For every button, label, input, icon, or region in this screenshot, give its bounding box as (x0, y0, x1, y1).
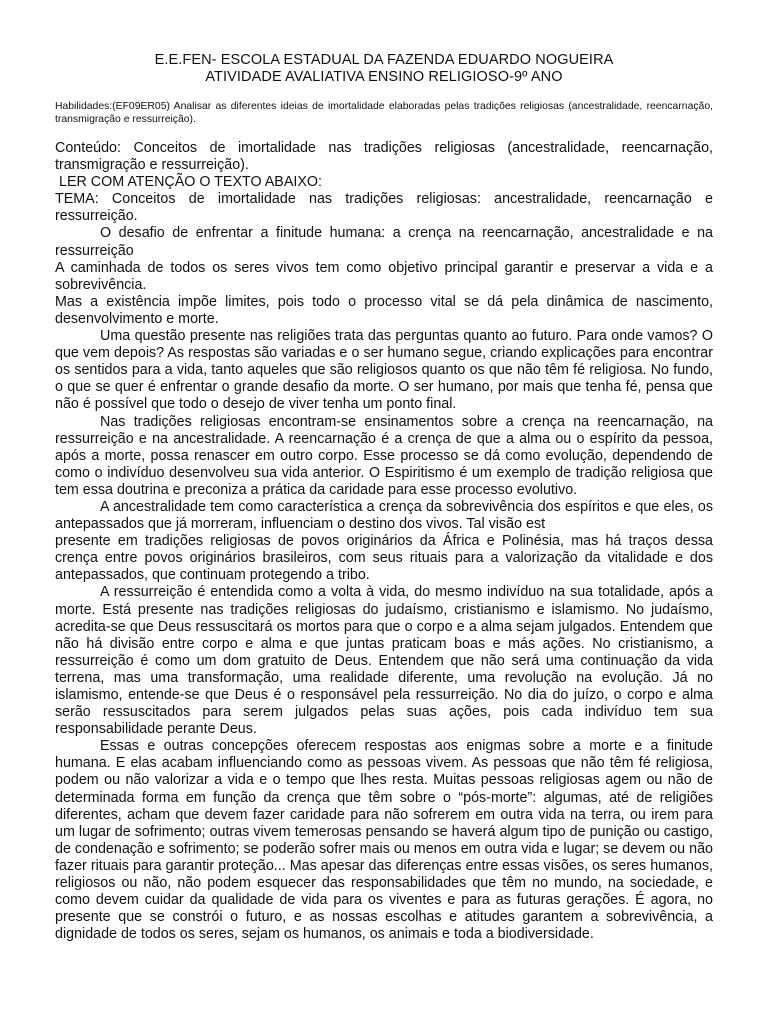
school-name: E.E.FEN- ESCOLA ESTADUAL DA FAZENDA EDUARDO NOGUEIRA (154, 52, 614, 68)
content-paragraph: Conteúdo: Conceitos de imortalidade nas tradições religiosas (ancestralidade, reencarnação, transmigração e ressurreição). (55, 140, 713, 174)
paragraph-5a: A ancestralidade tem como característica a crença da sobrevivência dos espíritos e que eles, os antepassados que já morreram, influenciam o destino dos vivos. Tal visão est (55, 498, 713, 533)
paragraph-3: Uma questão presente nas religiões trata das perguntas quanto ao futuro. Para onde vamos? O que vem depois? As respostas são variadas e o ser humano segue, criando explicações para encontrar os sentidos para a vida, tanto aqueles que são religiosos quanto os que não têm fé religiosa. No fundo, o que se quer é enfrentar o grande desafio da morte. O ser humano, por mais que tenha fé, pensa que não é possível que todo o desejo de viver tenha um ponto final. (55, 328, 713, 413)
skills-text: Habilidades:(EF09ER05) Analisar as diferentes ideias de imortalidade elaboradas pelas tradições religiosas (ancestralidade, reencarnação, transmigração e ressurreição). (55, 101, 713, 125)
paragraph-6: A ressurreição é entendida como a volta à vida, do mesmo indivíduo na sua totalidade, após a morte. Está presente nas tradições religiosas do judaísmo, cristianismo e islamismo. No judaísmo, acredita-se que Deus ressuscitará os mortos para que o corpo e a alma sejam julgados. Entendem que não há divisão entre corpo e alma e que juntas praticam boas e más ações. No cristianismo, a ressurreição é como um dom gratuito de Deus. Entendem que não será uma continuação da vida terrena, mas uma transformação, uma realidade diferente, uma revolução na evolução. Já no islamismo, entende-se que Deus é o responsável pela ressurreição. No dia do juízo, o corpo e alma serão ressuscitados para serem julgados pelas suas ações, pois cada indivíduo tem sua responsabilidade perante Deus. (55, 584, 713, 738)
paragraph-4: Nas tradições religiosas encontram-se ensinamentos sobre a crença na reencarnação, na ressurreição e na ancestralidade. A reencarnação é a crença de que a alma ou o espírito da pessoa, após a morte, possa renascer em outro corpo. Esse processo se dá como evolução, dependendo de como o indivíduo desenvolveu sua vida anterior. O Espiritismo é um exemplo de tradição religiosa que tem essa doutrina e preconiza a prática da caridade para esse processo evolutivo. (55, 413, 713, 498)
theme-paragraph: TEMA: Conceitos de imortalidade nas tradições religiosas: ancestralidade, reencarnação e ressurreição. (55, 191, 713, 225)
paragraph-7: Essas e outras concepções oferecem respostas aos enigmas sobre a morte e a finitude humana. E elas acabam influenciando como as pessoas vivem. As pessoas que não têm fé religiosa, podem ou não valorizar a vida e o tempo que lhes resta. Muitas pessoas religiosas agem ou não de determinada forma em função da crença que têm sobre o “pós-morte”: algumas, até de religiões diferentes, acham que devem fazer caridade para não sofrerem em outra vida na terra, ou irem para um lugar de sofrimento; outras vivem temerosas pensando se haverá algum tipo de punição ou castigo, de condenação e sofrimento; se poderão sofrer mais ou menos em outra vida e lugar; se devem ou não fazer rituais para garantir proteção... Mas apesar das diferenças entre essas visões, os seres humanos, religiosos ou não, não podem esquecer das responsabilidades que têm no mundo, na sociedade, e como devem cuidar da qualidade de vida para os viventes e para as futuras gerações. É agora, no presente que se constrói o futuro, e as nossas escolhas e atitudes garantem a sobrevivência, a dignidade de todos os seres, sejam os humanos, os animais e toda a biodiversidade. (55, 738, 713, 943)
document-header (55, 52, 713, 86)
paragraph-2: Mas a existência impõe limites, pois todo o processo vital se dá pela dinâmica de nascimento, desenvolvimento e morte. (55, 293, 713, 327)
paragraph-1: A caminhada de todos os seres vivos tem como objetivo principal garantir e preservar a vida e a sobrevivência. (55, 259, 713, 293)
activity-title: ATIVIDADE AVALIATIVA ENSINO RELIGIOSO-9º ANO (205, 69, 563, 85)
document-body (55, 140, 713, 943)
paragraph-5b: presente em tradições religiosas de povos originários da África e Polinésia, mas há traços dessa crença entre povos originários brasileiros, com seus rituais para a valorização da vitalidade e dos antepassados, que continuam protegendo a tribo. (55, 533, 713, 584)
read-instruction: LER COM ATENÇÃO O TEXTO ABAIXO: (59, 174, 322, 191)
section-subtitle: O desafio de enfrentar a finitude humana: a crença na reencarnação, ancestralidade e na ressurreição (55, 225, 713, 259)
